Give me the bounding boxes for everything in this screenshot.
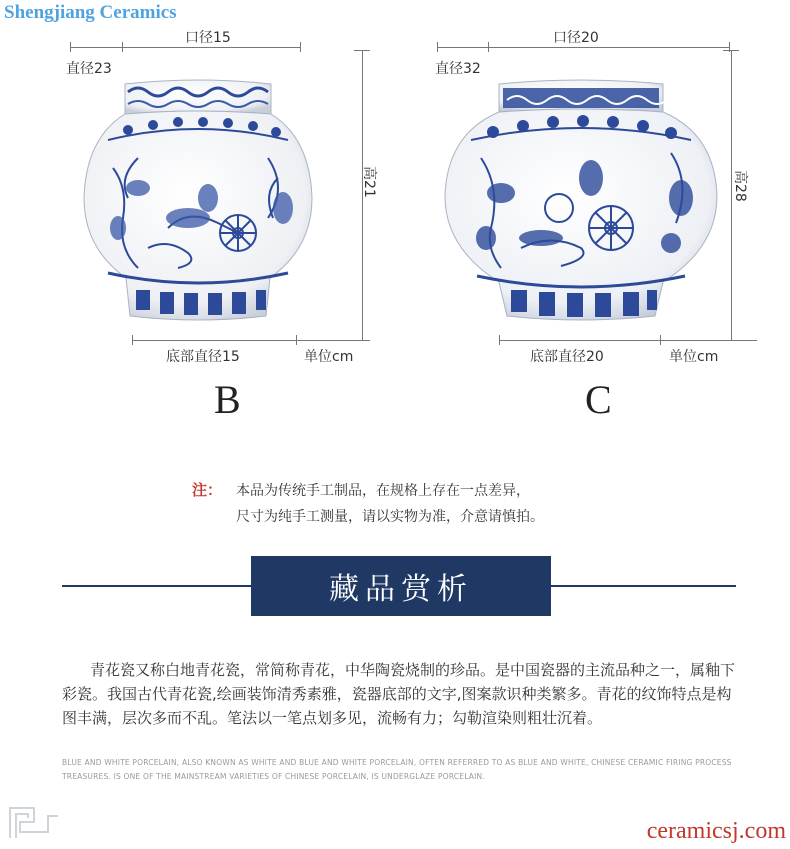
watermark-top: Shengjiang Ceramics: [4, 2, 177, 23]
unit-label: 单位cm: [669, 349, 719, 365]
product-c: [395, 0, 790, 430]
product-c-letter: C: [585, 377, 612, 422]
note-line-2: 尺寸为纯手工测量，请以实物为准，介意请慎拍。: [236, 509, 544, 525]
watermark-bottom: ceramicsj.com: [646, 818, 786, 844]
mouth-diameter-label: 口径15: [185, 30, 231, 46]
note-label: 注：: [192, 481, 223, 499]
body-diameter-label: 直径23: [66, 61, 112, 77]
description-english: BLUE AND WHITE PORCELAIN, ALSO KNOWN AS WHITE AND BLUE AND WHITE PORCELAIN, OFTEN REFERRED TO AS BLUE AND WHITE, CHINESE CERAMIC FIRING PROCESS TREASURES. IS ONE OF THE MAINSTREAM VARIETIES OF CHINESE PORCELAIN, IS UNDERGLAZE PORCELAIN.: [62, 758, 732, 781]
description-paragraph: [62, 658, 742, 730]
unit-label: 单位cm: [304, 349, 354, 365]
description-text: 青花瓷又称白地青花瓷，常简称青花，中华陶瓷烧制的珍品。是中国瓷器的主流品种之一，属釉下彩瓷。我国古代青花瓷,绘画装饰清秀素雅，瓷器底部的文字,图案款识种类繁多。青花的纹饰特点是构图丰满，层次多而不乱。笔法以一笔点划多见，流畅有力；勾勒渲染则粗壮沉着。: [62, 661, 736, 727]
section-title: 藏品赏析: [251, 556, 551, 616]
height-label: 高21: [361, 166, 377, 198]
product-b: [0, 0, 395, 430]
height-label: 高28: [732, 170, 748, 202]
vase-c-image: [441, 78, 721, 330]
product-b-letter: B: [214, 377, 241, 422]
section-divider-left: [62, 585, 251, 587]
body-diameter-label: 直径32: [435, 61, 481, 77]
mouth-diameter-label: 口径20: [553, 30, 599, 46]
lattice-ornament-icon: [8, 806, 60, 840]
section-divider-right: [551, 585, 736, 587]
base-diameter-label: 底部直径20: [530, 349, 604, 365]
base-diameter-label: 底部直径15: [166, 349, 240, 365]
note-line-1: 本品为传统手工制品，在规格上存在一点差异，: [236, 483, 530, 499]
vase-b-image: [78, 78, 318, 330]
